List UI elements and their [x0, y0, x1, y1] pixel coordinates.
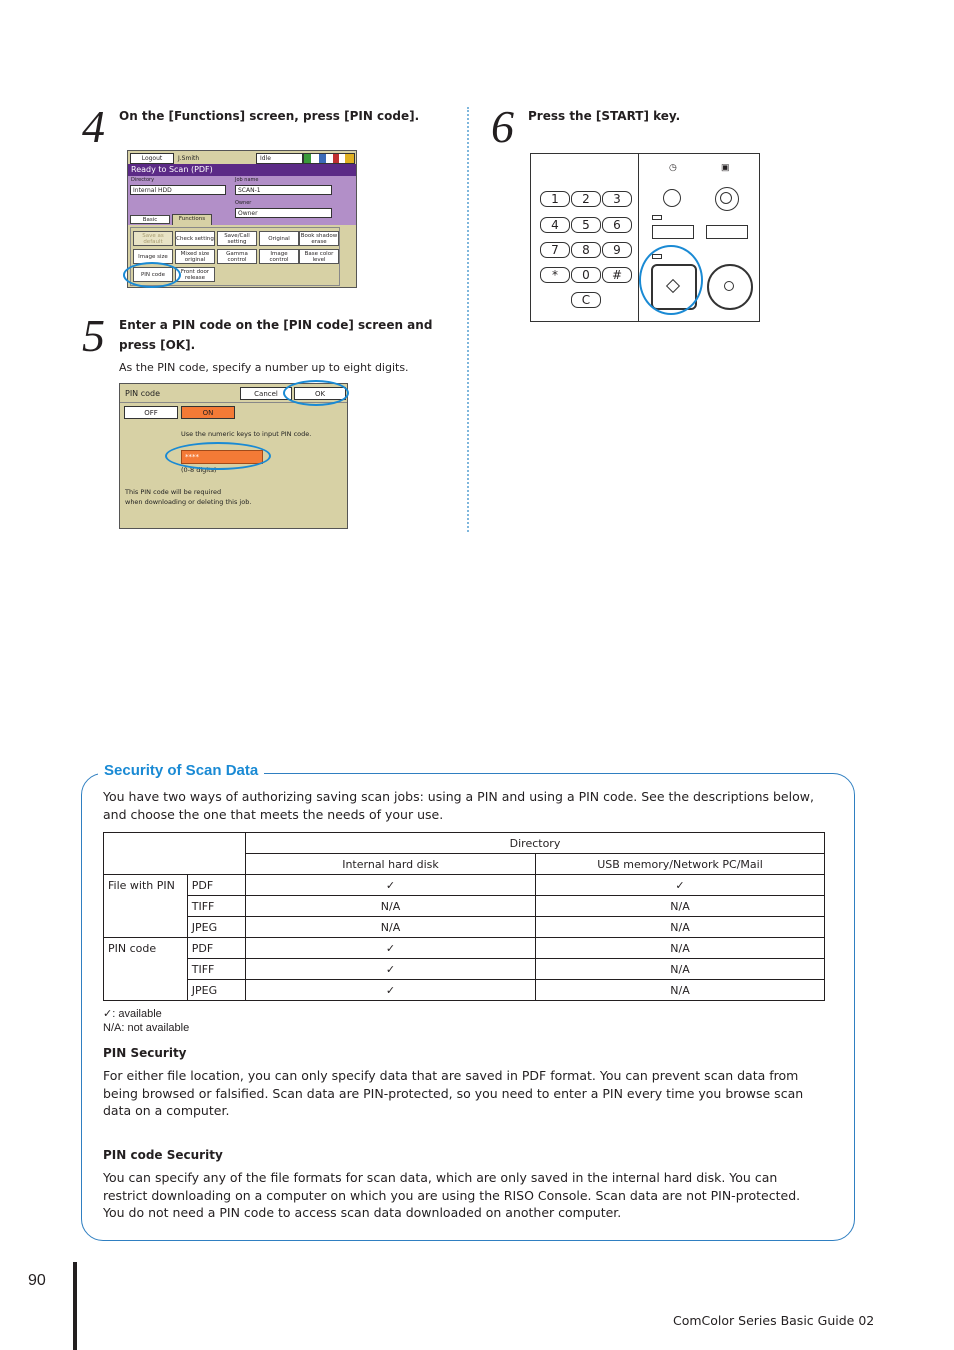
table-row [104, 833, 825, 854]
owner-label: Owner [235, 200, 252, 206]
step-4-heading: On the [Functions] screen, press [PIN code]. [119, 109, 420, 123]
highlight-ok [283, 380, 349, 406]
info-line-2: when downloading or deleting this job. [125, 498, 252, 506]
value-cell: ✓ [246, 980, 536, 1001]
key-hash[interactable]: # [602, 267, 632, 283]
column-divider [467, 107, 469, 532]
format-cell: TIFF [187, 896, 245, 917]
power-icon [720, 192, 732, 204]
value-cell: N/A [536, 980, 825, 1001]
job-icon: ▣ [721, 162, 730, 172]
stop-key[interactable] [707, 264, 753, 310]
image-size-button[interactable]: Image size [133, 249, 173, 264]
directory-label: Directory [131, 177, 155, 183]
status-icons [303, 153, 355, 164]
key-6[interactable]: 6 [602, 217, 632, 233]
format-cell: JPEG [187, 980, 245, 1001]
key-7[interactable]: 7 [540, 242, 570, 258]
job-name-field[interactable]: SCAN-1 [235, 185, 332, 195]
format-cell: PDF [187, 938, 245, 959]
pin-code-title: PIN code [125, 389, 161, 398]
key-clear[interactable]: C [571, 292, 601, 308]
original-button[interactable]: Original [259, 231, 299, 246]
value-cell: N/A [536, 917, 825, 938]
highlight-start [639, 245, 703, 315]
owner-field[interactable]: Owner [235, 208, 332, 218]
check-setting-button[interactable]: Check setting [175, 231, 215, 246]
title-rule [276, 773, 804, 774]
base-color-level-button[interactable]: Base color level [299, 249, 339, 264]
group-pin-code: PIN code [104, 938, 188, 1001]
table-row [104, 959, 825, 980]
col-internal-header: Internal hard disk [246, 854, 536, 875]
ok-button[interactable]: OK [294, 387, 346, 400]
stop-icon [724, 281, 734, 291]
value-cell: N/A [536, 959, 825, 980]
front-door-release-button[interactable]: Front door release [175, 267, 215, 282]
interrupt-indicator [652, 215, 662, 220]
step-5-note: As the PIN code, specify a number up to eight digits. [119, 361, 409, 374]
interrupt-key[interactable] [652, 225, 694, 239]
directory-field[interactable]: Internal HDD [130, 185, 226, 195]
info-line-1: This PIN code will be required [125, 488, 222, 496]
mixed-size-original-button[interactable]: Mixed size original [175, 249, 215, 264]
tab-basic[interactable]: Basic [130, 215, 170, 224]
value-cell: ✓ [246, 959, 536, 980]
key-0[interactable]: 0 [571, 267, 601, 283]
save-as-default-button[interactable]: Save as default [133, 231, 173, 246]
screen-topbar [128, 151, 356, 164]
key-5[interactable]: 5 [571, 217, 601, 233]
step-6-number: 6 [491, 101, 514, 152]
off-button[interactable]: OFF [124, 406, 178, 419]
instruction-text: Use the numeric keys to input PIN code. [181, 430, 312, 438]
step-5-number: 5 [82, 310, 105, 361]
format-cell: JPEG [187, 917, 245, 938]
value-cell: N/A [246, 917, 536, 938]
value-cell: N/A [536, 938, 825, 959]
directory-header: Directory [246, 833, 825, 854]
save-call-setting-button[interactable]: Save/Call setting [217, 231, 257, 246]
table-row [104, 938, 825, 959]
value-cell: N/A [536, 896, 825, 917]
highlight-pin-code [123, 262, 181, 288]
col-usb-header: USB memory/Network PC/Mail [536, 854, 825, 875]
table-corner [104, 833, 246, 875]
security-title: Security of Scan Data [98, 762, 264, 779]
job-settings-area [128, 176, 356, 225]
value-cell: N/A [246, 896, 536, 917]
ready-banner [128, 164, 356, 176]
value-cell: ✓ [536, 875, 825, 896]
key-star[interactable]: * [540, 267, 570, 283]
table-row [104, 875, 825, 896]
pin-code-button[interactable]: PIN code [133, 267, 173, 282]
key-2[interactable]: 2 [571, 191, 601, 207]
panel-separator [638, 154, 639, 321]
key-3[interactable]: 3 [602, 191, 632, 207]
wakeup-key[interactable] [663, 189, 681, 207]
key-8[interactable]: 8 [571, 242, 601, 258]
logout-button[interactable]: Logout [130, 153, 174, 164]
pin-security-title: PIN Security [103, 1046, 187, 1060]
image-control-button[interactable]: Image control [259, 249, 299, 264]
user-name: J.Smith [178, 155, 200, 162]
pin-masked-value: **** [185, 453, 199, 461]
job-name-label: Job name [235, 177, 259, 183]
value-cell: ✓ [246, 938, 536, 959]
pin-code-security-text: You can specify any of the file formats for scan data, which are only saved in the internal hard disk. You can restrict downloading on a computer on which you are using the RISO Console. Scan data are not PIN-protected. You do not need a PIN code to access scan data downloaded on another computer. [103, 1170, 801, 1220]
pin-security-text: For either file location, you can only specify data that are saved in PDF format. You can prevent scan data from being browsed or falsified. Scan data are PIN-protected, so you need to enter a PIN every time you browse scan data on a computer. [103, 1068, 804, 1118]
clock-icon: ◷ [669, 162, 677, 172]
step-6-heading: Press the [START] key. [528, 109, 681, 123]
mode-key[interactable] [706, 225, 748, 239]
status-field: Idle [256, 153, 303, 164]
page-bar [73, 1262, 77, 1350]
key-4[interactable]: 4 [540, 217, 570, 233]
format-cell: TIFF [187, 959, 245, 980]
legend-not-available: N/A: not available [103, 1022, 190, 1034]
tab-functions[interactable]: Functions [172, 214, 212, 225]
value-cell: ✓ [246, 875, 536, 896]
pin-code-security-title: PIN code Security [103, 1148, 223, 1162]
on-button[interactable]: ON [181, 406, 235, 419]
guide-title: ComColor Series Basic Guide 02 [673, 1313, 875, 1328]
banner-text: Ready to Scan (PDF) [131, 165, 213, 174]
key-1[interactable]: 1 [540, 191, 570, 207]
group-file-with-pin: File with PIN [104, 875, 188, 938]
highlight-pin-input [165, 442, 271, 470]
legend-available: ✓: available [103, 1008, 162, 1020]
step-5-heading: Enter a PIN code on the [PIN code] screen and press [OK]. [119, 318, 433, 352]
step-4-number: 4 [82, 101, 105, 152]
format-cell: PDF [187, 875, 245, 896]
table-row [104, 917, 825, 938]
table-row [104, 896, 825, 917]
gamma-control-button[interactable]: Gamma control [217, 249, 257, 264]
directory-table [103, 832, 825, 1001]
security-intro: You have two ways of authorizing saving scan jobs: using a PIN and using a PIN code. See the descriptions below, and choose the one that meets the needs of your use. [103, 789, 814, 822]
key-9[interactable]: 9 [602, 242, 632, 258]
table-row [104, 980, 825, 1001]
cancel-button[interactable]: Cancel [240, 387, 292, 400]
digits-hint: (0-8 digits) [181, 466, 217, 474]
page-number: 90 [28, 1272, 46, 1289]
power-key[interactable] [715, 187, 739, 211]
book-shadow-erase-button[interactable]: Book shadow erase [300, 232, 338, 245]
